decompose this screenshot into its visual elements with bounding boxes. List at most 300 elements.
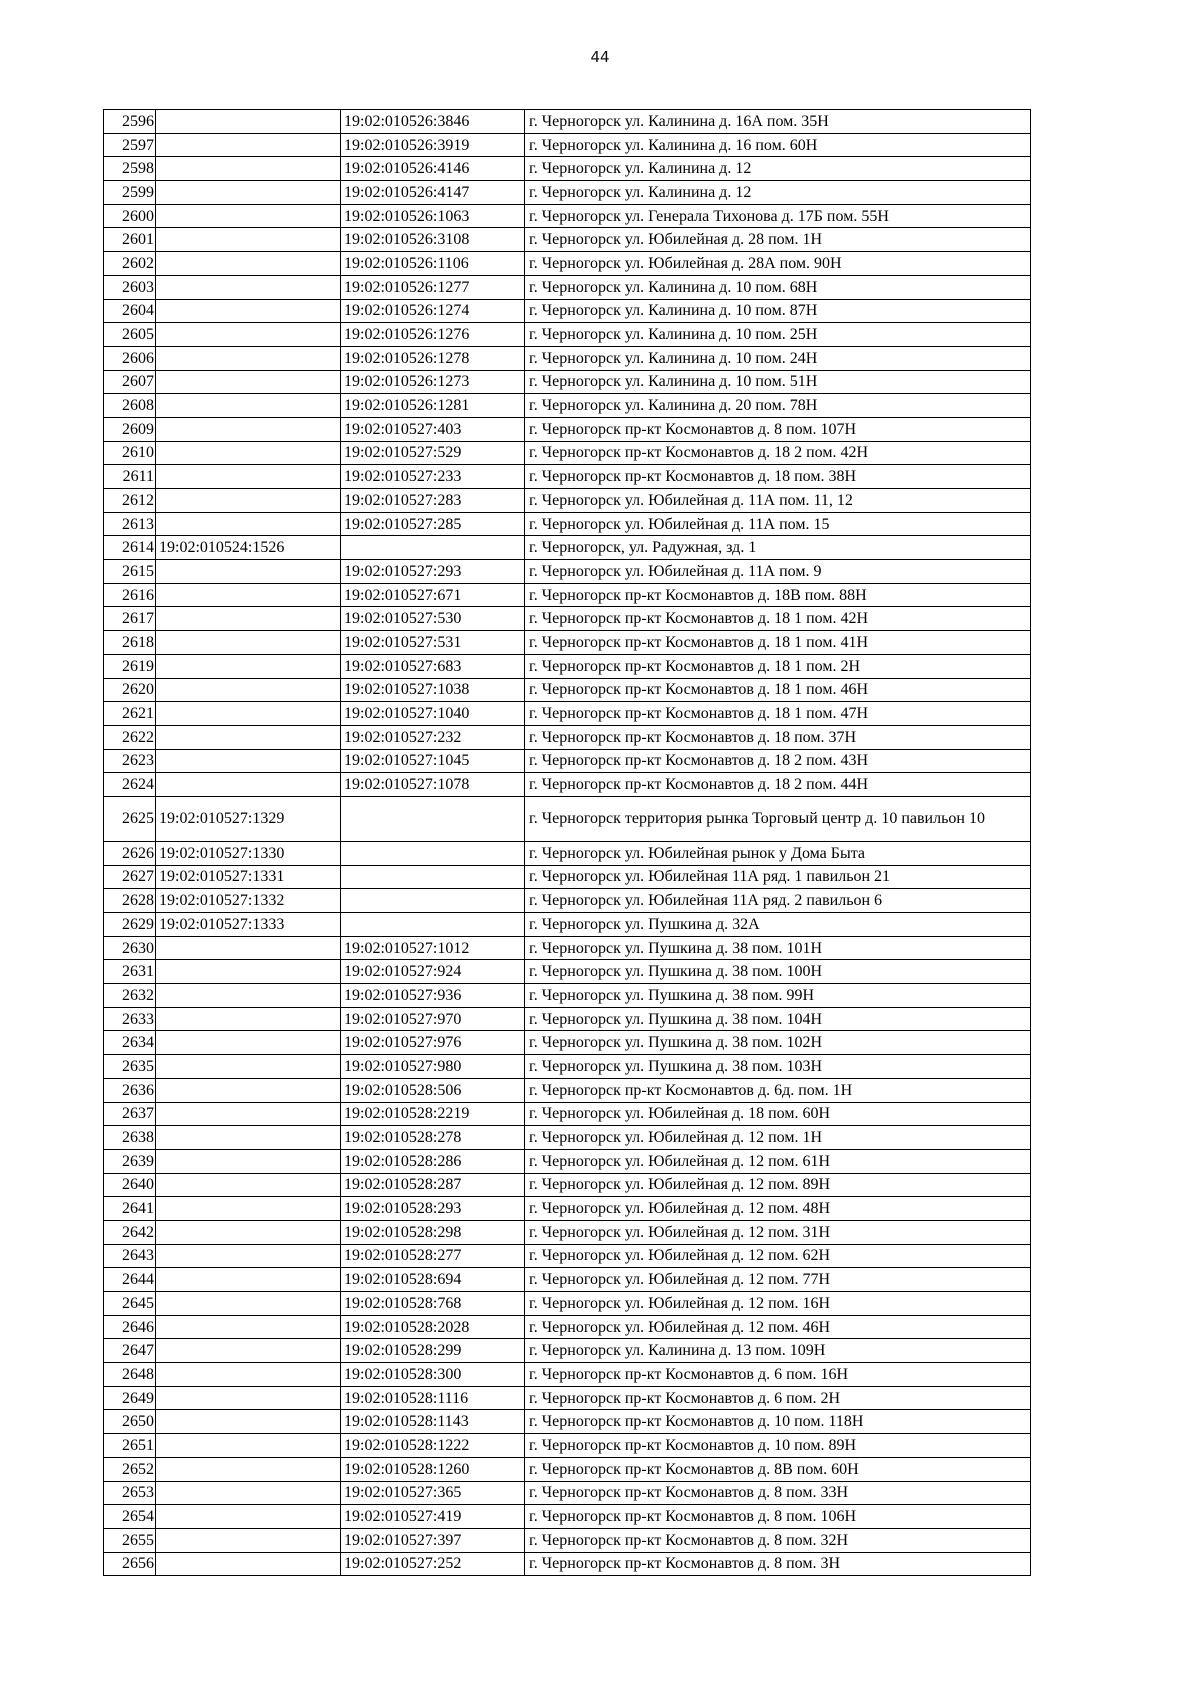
row-number-cell: 2623 xyxy=(104,749,156,773)
row-number-cell: 2607 xyxy=(104,370,156,394)
object-cadastral-number-cell: 19:02:010527:397 xyxy=(341,1528,525,1552)
address-cell: г. Черногорск ул. Юбилейная д. 12 пом. 61Н xyxy=(525,1149,1031,1173)
land-cadastral-number-cell xyxy=(156,984,341,1008)
table-row xyxy=(104,204,1031,228)
address-cell: г. Черногорск ул. Пушкина д. 38 пом. 100Н xyxy=(525,960,1031,984)
object-cadastral-number-cell: 19:02:010527:530 xyxy=(341,607,525,631)
row-number-cell: 2646 xyxy=(104,1315,156,1339)
table-row xyxy=(104,889,1031,913)
object-cadastral-number-cell: 19:02:010528:2028 xyxy=(341,1315,525,1339)
land-cadastral-number-cell xyxy=(156,370,341,394)
address-cell: г. Черногорск пр-кт Космонавтов д. 18 1 пом. 46Н xyxy=(525,678,1031,702)
row-number-cell: 2649 xyxy=(104,1386,156,1410)
land-cadastral-number-cell xyxy=(156,1552,341,1576)
table-row xyxy=(104,841,1031,865)
land-cadastral-number-cell: 19:02:010527:1331 xyxy=(156,865,341,889)
table-row xyxy=(104,560,1031,584)
address-cell: г. Черногорск ул. Пушкина д. 38 пом. 103Н xyxy=(525,1055,1031,1079)
table-row xyxy=(104,1410,1031,1434)
object-cadastral-number-cell: 19:02:010527:365 xyxy=(341,1481,525,1505)
object-cadastral-number-cell: 19:02:010526:1276 xyxy=(341,323,525,347)
land-cadastral-number-cell xyxy=(156,1007,341,1031)
address-cell: г. Черногорск ул. Калинина д. 10 пом. 68Н xyxy=(525,275,1031,299)
row-number-cell: 2650 xyxy=(104,1410,156,1434)
row-number-cell: 2633 xyxy=(104,1007,156,1031)
land-cadastral-number-cell: 19:02:010527:1330 xyxy=(156,841,341,865)
object-cadastral-number-cell: 19:02:010526:4146 xyxy=(341,157,525,181)
land-cadastral-number-cell xyxy=(156,1505,341,1529)
table-row xyxy=(104,489,1031,513)
land-cadastral-number-cell: 19:02:010527:1333 xyxy=(156,913,341,937)
row-number-cell: 2635 xyxy=(104,1055,156,1079)
land-cadastral-number-cell xyxy=(156,654,341,678)
land-cadastral-number-cell xyxy=(156,560,341,584)
address-cell: г. Черногорск ул. Пушкина д. 38 пом. 101Н xyxy=(525,936,1031,960)
table-row xyxy=(104,512,1031,536)
address-cell: г. Черногорск пр-кт Космонавтов д. 6 пом. 2Н xyxy=(525,1386,1031,1410)
object-cadastral-number-cell: 19:02:010526:1106 xyxy=(341,252,525,276)
row-number-cell: 2602 xyxy=(104,252,156,276)
land-cadastral-number-cell xyxy=(156,702,341,726)
row-number-cell: 2606 xyxy=(104,346,156,370)
address-cell: г. Черногорск ул. Юбилейная д. 11А пом. 9 xyxy=(525,560,1031,584)
object-cadastral-number-cell: 19:02:010527:419 xyxy=(341,1505,525,1529)
table-row xyxy=(104,1173,1031,1197)
object-cadastral-number-cell: 19:02:010527:233 xyxy=(341,465,525,489)
land-cadastral-number-cell xyxy=(156,773,341,797)
table-row xyxy=(104,1102,1031,1126)
object-cadastral-number-cell: 19:02:010528:298 xyxy=(341,1220,525,1244)
address-cell: г. Черногорск ул. Юбилейная д. 12 пом. 46Н xyxy=(525,1315,1031,1339)
table-row xyxy=(104,1268,1031,1292)
row-number-cell: 2619 xyxy=(104,654,156,678)
address-cell: г. Черногорск пр-кт Космонавтов д. 18 2 пом. 43Н xyxy=(525,749,1031,773)
row-number-cell: 2598 xyxy=(104,157,156,181)
object-cadastral-number-cell xyxy=(341,913,525,937)
address-cell: г. Черногорск ул. Калинина д. 13 пом. 109Н xyxy=(525,1339,1031,1363)
object-cadastral-number-cell: 19:02:010526:1063 xyxy=(341,204,525,228)
land-cadastral-number-cell xyxy=(156,1457,341,1481)
object-cadastral-number-cell: 19:02:010528:278 xyxy=(341,1126,525,1150)
land-cadastral-number-cell xyxy=(156,1173,341,1197)
land-cadastral-number-cell xyxy=(156,204,341,228)
row-number-cell: 2630 xyxy=(104,936,156,960)
object-cadastral-number-cell: 19:02:010527:970 xyxy=(341,1007,525,1031)
object-cadastral-number-cell: 19:02:010528:768 xyxy=(341,1292,525,1316)
address-cell: г. Черногорск ул. Юбилейная д. 28А пом. 90Н xyxy=(525,252,1031,276)
table-row xyxy=(104,1244,1031,1268)
address-cell: г. Черногорск пр-кт Космонавтов д. 18В пом. 88Н xyxy=(525,583,1031,607)
land-cadastral-number-cell xyxy=(156,228,341,252)
address-cell: г. Черногорск ул. Юбилейная д. 12 пом. 77Н xyxy=(525,1268,1031,1292)
table-row xyxy=(104,1434,1031,1458)
address-cell: г. Черногорск ул. Калинина д. 12 xyxy=(525,181,1031,205)
land-cadastral-number-cell xyxy=(156,323,341,347)
land-cadastral-number-cell xyxy=(156,1102,341,1126)
land-cadastral-number-cell xyxy=(156,275,341,299)
row-number-cell: 2601 xyxy=(104,228,156,252)
table-row xyxy=(104,960,1031,984)
object-cadastral-number-cell: 19:02:010527:403 xyxy=(341,417,525,441)
row-number-cell: 2616 xyxy=(104,583,156,607)
address-cell: г. Черногорск ул. Юбилейная д. 12 пом. 16Н xyxy=(525,1292,1031,1316)
object-cadastral-number-cell: 19:02:010528:1143 xyxy=(341,1410,525,1434)
row-number-cell: 2654 xyxy=(104,1505,156,1529)
row-number-cell: 2640 xyxy=(104,1173,156,1197)
object-cadastral-number-cell: 19:02:010527:671 xyxy=(341,583,525,607)
object-cadastral-number-cell: 19:02:010527:285 xyxy=(341,512,525,536)
address-cell: г. Черногорск ул. Калинина д. 12 xyxy=(525,157,1031,181)
row-number-cell: 2627 xyxy=(104,865,156,889)
table-row xyxy=(104,1055,1031,1079)
land-cadastral-number-cell xyxy=(156,1434,341,1458)
table-row xyxy=(104,346,1031,370)
table-row xyxy=(104,1457,1031,1481)
object-cadastral-number-cell: 19:02:010528:506 xyxy=(341,1078,525,1102)
row-number-cell: 2645 xyxy=(104,1292,156,1316)
row-number-cell: 2634 xyxy=(104,1031,156,1055)
land-cadastral-number-cell xyxy=(156,1363,341,1387)
row-number-cell: 2641 xyxy=(104,1197,156,1221)
land-cadastral-number-cell xyxy=(156,1292,341,1316)
land-cadastral-number-cell xyxy=(156,110,341,134)
object-cadastral-number-cell xyxy=(341,841,525,865)
address-cell: г. Черногорск пр-кт Космонавтов д. 18 1 пом. 2Н xyxy=(525,654,1031,678)
page-number: 44 xyxy=(590,48,610,66)
address-cell: г. Черногорск ул. Юбилейная д. 18 пом. 60Н xyxy=(525,1102,1031,1126)
land-cadastral-number-cell xyxy=(156,1055,341,1079)
land-cadastral-number-cell xyxy=(156,1315,341,1339)
table-row xyxy=(104,654,1031,678)
address-cell: г. Черногорск пр-кт Космонавтов д. 6д. пом. 1Н xyxy=(525,1078,1031,1102)
land-cadastral-number-cell xyxy=(156,394,341,418)
table-row xyxy=(104,773,1031,797)
land-cadastral-number-cell xyxy=(156,960,341,984)
address-cell: г. Черногорск ул. Пушкина д. 38 пом. 104Н xyxy=(525,1007,1031,1031)
land-cadastral-number-cell xyxy=(156,678,341,702)
table-row xyxy=(104,441,1031,465)
address-cell: г. Черногорск территория рынка Торговый центр д. 10 павильон 10 xyxy=(525,796,1031,841)
table-row xyxy=(104,110,1031,134)
land-cadastral-number-cell xyxy=(156,1031,341,1055)
row-number-cell: 2631 xyxy=(104,960,156,984)
table-row xyxy=(104,1363,1031,1387)
table-row xyxy=(104,1149,1031,1173)
row-number-cell: 2611 xyxy=(104,465,156,489)
table-row xyxy=(104,323,1031,347)
address-cell: г. Черногорск пр-кт Космонавтов д. 18 пом. 38Н xyxy=(525,465,1031,489)
row-number-cell: 2628 xyxy=(104,889,156,913)
address-cell: г. Черногорск пр-кт Космонавтов д. 6 пом. 16Н xyxy=(525,1363,1031,1387)
address-cell: г. Черногорск ул. Калинина д. 20 пом. 78Н xyxy=(525,394,1031,418)
row-number-cell: 2614 xyxy=(104,536,156,560)
row-number-cell: 2609 xyxy=(104,417,156,441)
table-row xyxy=(104,936,1031,960)
table-row xyxy=(104,607,1031,631)
row-number-cell: 2620 xyxy=(104,678,156,702)
row-number-cell: 2600 xyxy=(104,204,156,228)
address-cell: г. Черногорск ул. Юбилейная д. 12 пом. 48Н xyxy=(525,1197,1031,1221)
address-cell: г. Черногорск ул. Калинина д. 16А пом. 35Н xyxy=(525,110,1031,134)
table-row xyxy=(104,725,1031,749)
object-cadastral-number-cell: 19:02:010528:2219 xyxy=(341,1102,525,1126)
object-cadastral-number-cell: 19:02:010527:232 xyxy=(341,725,525,749)
land-cadastral-number-cell xyxy=(156,346,341,370)
land-cadastral-number-cell xyxy=(156,631,341,655)
registry-table-body xyxy=(104,110,1031,1576)
row-number-cell: 2626 xyxy=(104,841,156,865)
object-cadastral-number-cell: 19:02:010527:1040 xyxy=(341,702,525,726)
land-cadastral-number-cell xyxy=(156,157,341,181)
table-row xyxy=(104,1292,1031,1316)
object-cadastral-number-cell: 19:02:010526:3919 xyxy=(341,133,525,157)
land-cadastral-number-cell: 19:02:010524:1526 xyxy=(156,536,341,560)
object-cadastral-number-cell: 19:02:010526:3846 xyxy=(341,110,525,134)
address-cell: г. Черногорск пр-кт Космонавтов д. 10 пом. 89Н xyxy=(525,1434,1031,1458)
row-number-cell: 2632 xyxy=(104,984,156,1008)
address-cell: г. Черногорск ул. Юбилейная д. 11А пом. 11, 12 xyxy=(525,489,1031,513)
object-cadastral-number-cell xyxy=(341,889,525,913)
table-row xyxy=(104,631,1031,655)
table-row xyxy=(104,299,1031,323)
address-cell: г. Черногорск ул. Пушкина д. 32А xyxy=(525,913,1031,937)
table-row xyxy=(104,1528,1031,1552)
object-cadastral-number-cell: 19:02:010526:4147 xyxy=(341,181,525,205)
row-number-cell: 2615 xyxy=(104,560,156,584)
table-row xyxy=(104,1078,1031,1102)
row-number-cell: 2624 xyxy=(104,773,156,797)
land-cadastral-number-cell xyxy=(156,1339,341,1363)
address-cell: г. Черногорск ул. Юбилейная д. 28 пом. 1Н xyxy=(525,228,1031,252)
address-cell: г. Черногорск пр-кт Космонавтов д. 18 1 пом. 47Н xyxy=(525,702,1031,726)
address-cell: г. Черногорск, ул. Радужная, зд. 1 xyxy=(525,536,1031,560)
table-row xyxy=(104,133,1031,157)
table-row xyxy=(104,583,1031,607)
address-cell: г. Черногорск ул. Калинина д. 16 пом. 60Н xyxy=(525,133,1031,157)
address-cell: г. Черногорск пр-кт Космонавтов д. 8 пом. 32Н xyxy=(525,1528,1031,1552)
row-number-cell: 2603 xyxy=(104,275,156,299)
row-number-cell: 2655 xyxy=(104,1528,156,1552)
table-row xyxy=(104,1220,1031,1244)
object-cadastral-number-cell: 19:02:010527:529 xyxy=(341,441,525,465)
table-row xyxy=(104,678,1031,702)
table-row xyxy=(104,157,1031,181)
row-number-cell: 2605 xyxy=(104,323,156,347)
land-cadastral-number-cell xyxy=(156,1078,341,1102)
address-cell: г. Черногорск пр-кт Космонавтов д. 18 2 пом. 44Н xyxy=(525,773,1031,797)
object-cadastral-number-cell: 19:02:010526:3108 xyxy=(341,228,525,252)
object-cadastral-number-cell: 19:02:010526:1278 xyxy=(341,346,525,370)
row-number-cell: 2647 xyxy=(104,1339,156,1363)
object-cadastral-number-cell: 19:02:010528:300 xyxy=(341,1363,525,1387)
object-cadastral-number-cell: 19:02:010527:980 xyxy=(341,1055,525,1079)
row-number-cell: 2644 xyxy=(104,1268,156,1292)
object-cadastral-number-cell: 19:02:010527:976 xyxy=(341,1031,525,1055)
row-number-cell: 2639 xyxy=(104,1149,156,1173)
table-row xyxy=(104,1007,1031,1031)
object-cadastral-number-cell: 19:02:010527:252 xyxy=(341,1552,525,1576)
address-cell: г. Черногорск пр-кт Космонавтов д. 10 пом. 118Н xyxy=(525,1410,1031,1434)
land-cadastral-number-cell xyxy=(156,1268,341,1292)
land-cadastral-number-cell: 19:02:010527:1332 xyxy=(156,889,341,913)
table-row xyxy=(104,984,1031,1008)
table-row xyxy=(104,865,1031,889)
table-row xyxy=(104,536,1031,560)
object-cadastral-number-cell: 19:02:010528:299 xyxy=(341,1339,525,1363)
table-row xyxy=(104,417,1031,441)
row-number-cell: 2612 xyxy=(104,489,156,513)
address-cell: г. Черногорск ул. Юбилейная 11А ряд. 2 павильон 6 xyxy=(525,889,1031,913)
table-row xyxy=(104,1552,1031,1576)
address-cell: г. Черногорск пр-кт Космонавтов д. 18 1 пом. 41Н xyxy=(525,631,1031,655)
object-cadastral-number-cell: 19:02:010528:694 xyxy=(341,1268,525,1292)
land-cadastral-number-cell xyxy=(156,583,341,607)
address-cell: г. Черногорск ул. Калинина д. 10 пом. 87Н xyxy=(525,299,1031,323)
land-cadastral-number-cell xyxy=(156,1481,341,1505)
land-cadastral-number-cell xyxy=(156,489,341,513)
address-cell: г. Черногорск ул. Юбилейная д. 11А пом. 15 xyxy=(525,512,1031,536)
object-cadastral-number-cell: 19:02:010527:683 xyxy=(341,654,525,678)
row-number-cell: 2629 xyxy=(104,913,156,937)
address-cell: г. Черногорск ул. Юбилейная д. 12 пом. 62Н xyxy=(525,1244,1031,1268)
address-cell: г. Черногорск ул. Юбилейная рынок у Дома Быта xyxy=(525,841,1031,865)
row-number-cell: 2604 xyxy=(104,299,156,323)
table-row xyxy=(104,394,1031,418)
object-cadastral-number-cell: 19:02:010527:293 xyxy=(341,560,525,584)
address-cell: г. Черногорск ул. Калинина д. 10 пом. 24Н xyxy=(525,346,1031,370)
object-cadastral-number-cell: 19:02:010527:1045 xyxy=(341,749,525,773)
address-cell: г. Черногорск пр-кт Космонавтов д. 8 пом. 107Н xyxy=(525,417,1031,441)
land-cadastral-number-cell xyxy=(156,252,341,276)
object-cadastral-number-cell: 19:02:010528:1222 xyxy=(341,1434,525,1458)
row-number-cell: 2643 xyxy=(104,1244,156,1268)
land-cadastral-number-cell xyxy=(156,512,341,536)
address-cell: г. Черногорск пр-кт Космонавтов д. 18 пом. 37Н xyxy=(525,725,1031,749)
address-cell: г. Черногорск пр-кт Космонавтов д. 18 2 пом. 42Н xyxy=(525,441,1031,465)
object-cadastral-number-cell: 19:02:010527:1078 xyxy=(341,773,525,797)
land-cadastral-number-cell xyxy=(156,1220,341,1244)
address-cell: г. Черногорск ул. Юбилейная д. 12 пом. 31Н xyxy=(525,1220,1031,1244)
land-cadastral-number-cell xyxy=(156,1149,341,1173)
address-cell: г. Черногорск ул. Генерала Тихонова д. 17Б пом. 55Н xyxy=(525,204,1031,228)
land-cadastral-number-cell xyxy=(156,725,341,749)
land-cadastral-number-cell xyxy=(156,1197,341,1221)
address-cell: г. Черногорск ул. Калинина д. 10 пом. 51Н xyxy=(525,370,1031,394)
row-number-cell: 2622 xyxy=(104,725,156,749)
object-cadastral-number-cell: 19:02:010527:283 xyxy=(341,489,525,513)
object-cadastral-number-cell: 19:02:010528:277 xyxy=(341,1244,525,1268)
address-cell: г. Черногорск пр-кт Космонавтов д. 8 пом. 106Н xyxy=(525,1505,1031,1529)
land-cadastral-number-cell xyxy=(156,607,341,631)
land-cadastral-number-cell xyxy=(156,417,341,441)
address-cell: г. Черногорск пр-кт Космонавтов д. 8 пом. 33Н xyxy=(525,1481,1031,1505)
land-cadastral-number-cell xyxy=(156,1386,341,1410)
table-row xyxy=(104,1126,1031,1150)
table-row xyxy=(104,1315,1031,1339)
land-cadastral-number-cell xyxy=(156,181,341,205)
object-cadastral-number-cell: 19:02:010528:293 xyxy=(341,1197,525,1221)
row-number-cell: 2637 xyxy=(104,1102,156,1126)
row-number-cell: 2610 xyxy=(104,441,156,465)
object-cadastral-number-cell: 19:02:010528:286 xyxy=(341,1149,525,1173)
row-number-cell: 2651 xyxy=(104,1434,156,1458)
row-number-cell: 2597 xyxy=(104,133,156,157)
land-cadastral-number-cell xyxy=(156,441,341,465)
table-row xyxy=(104,1505,1031,1529)
row-number-cell: 2652 xyxy=(104,1457,156,1481)
object-cadastral-number-cell: 19:02:010526:1273 xyxy=(341,370,525,394)
row-number-cell: 2638 xyxy=(104,1126,156,1150)
land-cadastral-number-cell xyxy=(156,1410,341,1434)
land-cadastral-number-cell xyxy=(156,1126,341,1150)
object-cadastral-number-cell: 19:02:010526:1277 xyxy=(341,275,525,299)
table-row xyxy=(104,370,1031,394)
row-number-cell: 2599 xyxy=(104,181,156,205)
land-cadastral-number-cell xyxy=(156,465,341,489)
object-cadastral-number-cell: 19:02:010528:287 xyxy=(341,1173,525,1197)
row-number-cell: 2636 xyxy=(104,1078,156,1102)
object-cadastral-number-cell: 19:02:010527:531 xyxy=(341,631,525,655)
land-cadastral-number-cell xyxy=(156,299,341,323)
land-cadastral-number-cell xyxy=(156,1528,341,1552)
table-row xyxy=(104,913,1031,937)
table-row xyxy=(104,1339,1031,1363)
row-number-cell: 2653 xyxy=(104,1481,156,1505)
land-cadastral-number-cell xyxy=(156,749,341,773)
address-cell: г. Черногорск ул. Юбилейная д. 12 пом. 89Н xyxy=(525,1173,1031,1197)
object-cadastral-number-cell: 19:02:010526:1281 xyxy=(341,394,525,418)
address-cell: г. Черногорск пр-кт Космонавтов д. 18 1 пом. 42Н xyxy=(525,607,1031,631)
table-row xyxy=(104,1031,1031,1055)
row-number-cell: 2625 xyxy=(104,796,156,841)
object-cadastral-number-cell xyxy=(341,536,525,560)
row-number-cell: 2648 xyxy=(104,1363,156,1387)
table-row xyxy=(104,1481,1031,1505)
address-cell: г. Черногорск ул. Юбилейная 11А ряд. 1 павильон 21 xyxy=(525,865,1031,889)
land-cadastral-number-cell: 19:02:010527:1329 xyxy=(156,796,341,841)
object-cadastral-number-cell xyxy=(341,796,525,841)
address-cell: г. Черногорск ул. Пушкина д. 38 пом. 99Н xyxy=(525,984,1031,1008)
table-row xyxy=(104,749,1031,773)
object-cadastral-number-cell: 19:02:010527:936 xyxy=(341,984,525,1008)
land-cadastral-number-cell xyxy=(156,1244,341,1268)
table-row xyxy=(104,181,1031,205)
table-row xyxy=(104,275,1031,299)
row-number-cell: 2613 xyxy=(104,512,156,536)
row-number-cell: 2608 xyxy=(104,394,156,418)
object-cadastral-number-cell: 19:02:010527:924 xyxy=(341,960,525,984)
object-cadastral-number-cell xyxy=(341,865,525,889)
table-row xyxy=(104,252,1031,276)
table-row xyxy=(104,1197,1031,1221)
object-cadastral-number-cell: 19:02:010527:1012 xyxy=(341,936,525,960)
row-number-cell: 2642 xyxy=(104,1220,156,1244)
table-row xyxy=(104,796,1031,841)
table-row xyxy=(104,228,1031,252)
row-number-cell: 2656 xyxy=(104,1552,156,1576)
address-cell: г. Черногорск ул. Калинина д. 10 пом. 25Н xyxy=(525,323,1031,347)
row-number-cell: 2621 xyxy=(104,702,156,726)
object-cadastral-number-cell: 19:02:010528:1260 xyxy=(341,1457,525,1481)
row-number-cell: 2596 xyxy=(104,110,156,134)
address-cell: г. Черногорск ул. Юбилейная д. 12 пом. 1Н xyxy=(525,1126,1031,1150)
table-row xyxy=(104,1386,1031,1410)
address-cell: г. Черногорск пр-кт Космонавтов д. 8В пом. 60Н xyxy=(525,1457,1031,1481)
table-row xyxy=(104,465,1031,489)
address-cell: г. Черногорск ул. Пушкина д. 38 пом. 102Н xyxy=(525,1031,1031,1055)
row-number-cell: 2617 xyxy=(104,607,156,631)
registry-table xyxy=(103,109,1031,1576)
